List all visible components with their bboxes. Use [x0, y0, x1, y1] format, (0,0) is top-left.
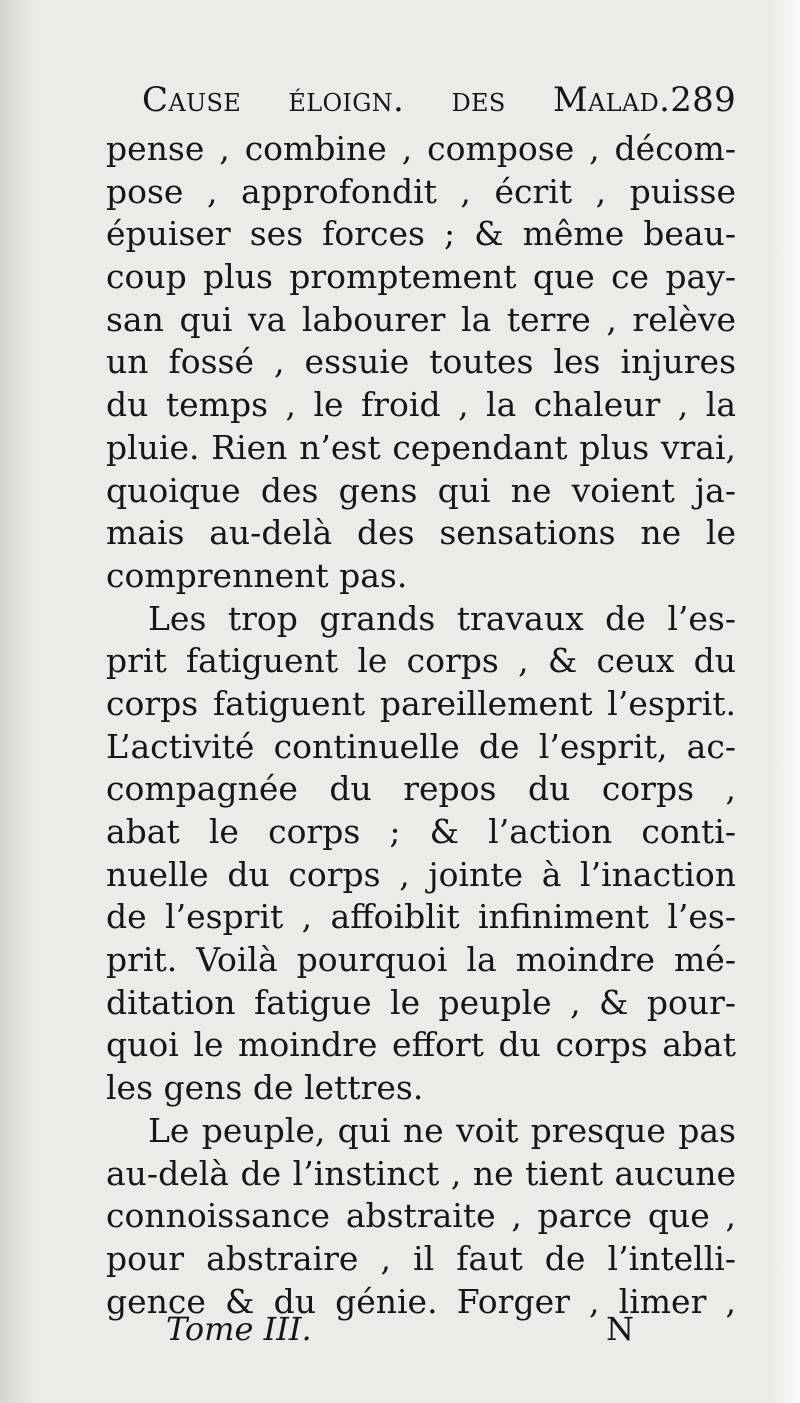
text-line: de l’esprit , affoiblit infiniment l’es- — [106, 897, 736, 937]
text-line: du temps , le froid , la chaleur , la — [106, 385, 736, 425]
text-line: mais au-delà des sensations ne le — [106, 513, 736, 553]
volume-label: Tome III. — [166, 1310, 312, 1348]
text-block — [106, 72, 736, 1323]
text-line: ditation fatigue le peuple , & pour- — [106, 982, 736, 1022]
binding-gutter — [0, 0, 38, 1403]
text-line: les gens de lettres. — [106, 1068, 424, 1108]
text-line: coup plus promptement que ce pay- — [106, 257, 736, 297]
text-line: quoique des gens qui ne voient ja- — [106, 470, 736, 510]
page-footer — [106, 1306, 666, 1352]
text-line: corps fatiguent pareillement l’esprit. — [106, 683, 736, 723]
text-line: pour abstraire , il faut de l’intelli- — [106, 1238, 736, 1278]
text-line: au-delà de l’instinct , ne tient aucune — [106, 1153, 736, 1193]
text-line: nuelle du corps , jointe à l’inaction — [106, 854, 736, 894]
text-line: compagnée du repos du corps , — [106, 769, 736, 809]
signature-mark: N — [606, 1310, 634, 1348]
text-line: L’activité continuelle de l’esprit, ac- — [106, 726, 736, 766]
text-line: quoi le moindre effort du corps abat — [106, 1025, 736, 1065]
text-line: Les trop grands travaux de l’es- — [148, 598, 736, 638]
text-line: Le peuple, qui ne voit presque pas — [148, 1110, 736, 1150]
text-line: pluie. Rien n’est cependant plus vrai, — [106, 427, 736, 467]
text-line: un fossé , essuie toutes les injures — [106, 342, 736, 382]
text-line: san qui va labourer la terre , relève — [106, 299, 736, 339]
text-line: comprennent pas. — [106, 555, 408, 595]
text-line: connoissance abstraite , parce que , — [106, 1196, 736, 1236]
text-line: prit fatiguent le corps , & ceux du — [106, 641, 736, 681]
page-edge — [772, 0, 800, 1403]
text-line: pose , approfondit , écrit , puisse — [106, 171, 736, 211]
running-title: Cause éloign. des Malad. — [142, 80, 671, 120]
text-line: pense , combine , compose , décom- — [106, 129, 736, 168]
text-line: abat le corps ; & l’action conti- — [106, 812, 736, 851]
text-line: prit. Voilà pourquoi la moindre mé- — [106, 940, 736, 980]
page-number: 289 — [670, 80, 736, 120]
text-line: gence & du génie. Forger , limer , — [106, 1281, 736, 1321]
running-head — [106, 72, 736, 128]
text-line: épuiser ses forces ; & même beau- — [106, 214, 736, 254]
